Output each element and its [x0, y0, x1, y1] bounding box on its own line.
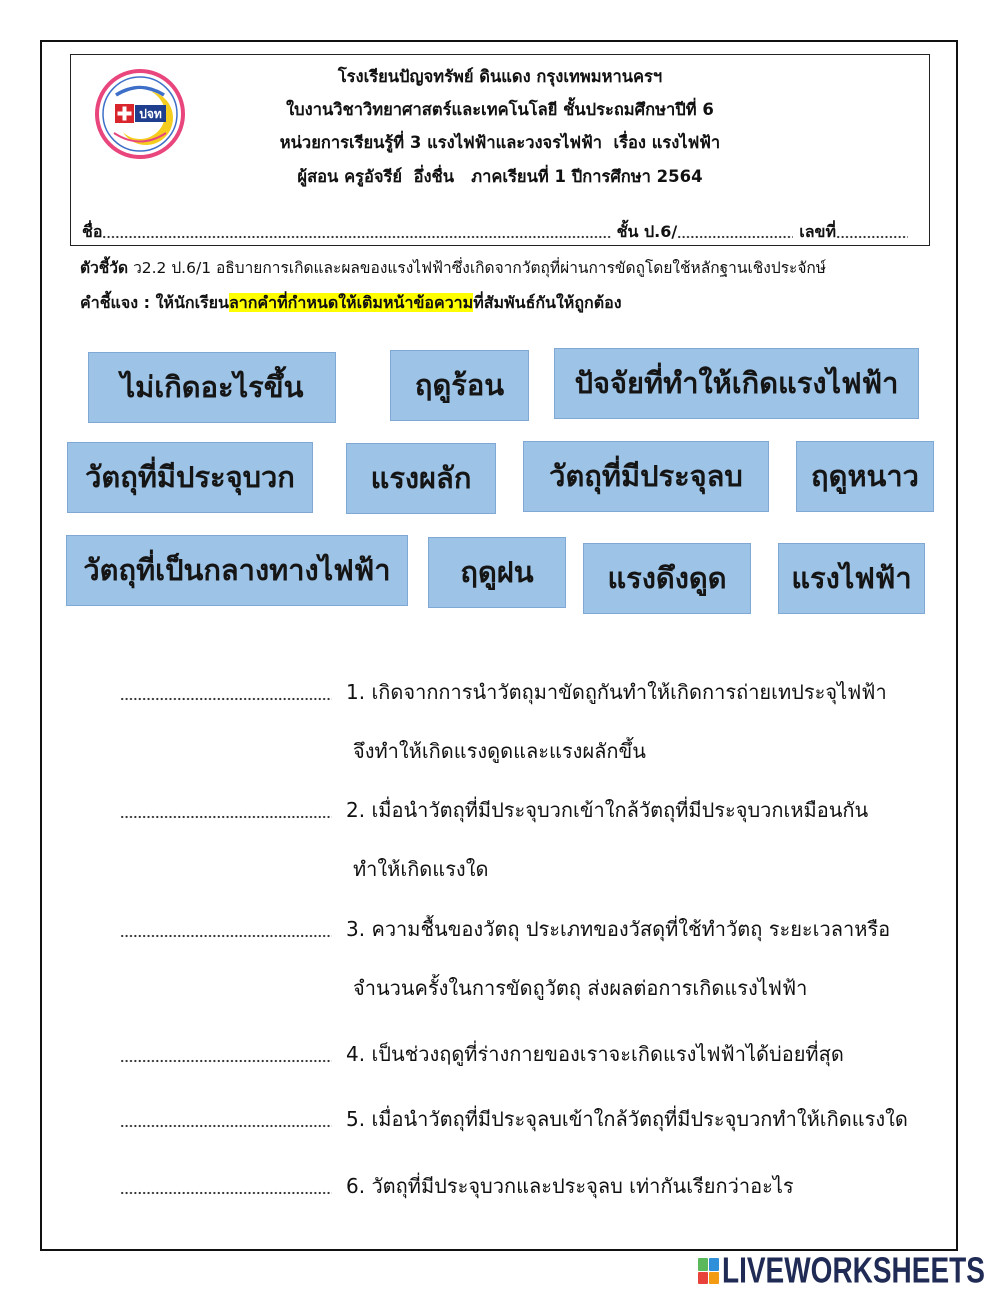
number-blank	[836, 220, 908, 239]
word-card-cold-season[interactable]: ฤดูหนาว	[796, 441, 934, 512]
class-label: ชั้น ป.6/	[616, 222, 678, 241]
question-3-text: 3. ความชื้นของวัตถุ ประเภทของวัสดุที่ใช้ทำวัตถุ ระยะเวลาหรือ	[346, 917, 891, 941]
question-6-text: 6. วัตถุที่มีประจุบวกและประจุลบ เท่ากันเรียกว่าอะไร	[346, 1174, 794, 1198]
school-name: โรงเรียนปัญจทรัพย์ ดินแดง กรุงเทพมหานครฯ	[337, 67, 663, 86]
word-card-hot-season[interactable]: ฤดูร้อน	[390, 350, 529, 421]
word-card-neutral-object[interactable]: วัตถุที่เป็นกลางทางไฟฟ้า	[66, 535, 408, 606]
liveworksheets-logo	[697, 1250, 993, 1291]
question-2	[120, 797, 950, 882]
word-card-positive-object[interactable]: วัตถุที่มีประจุบวก	[67, 442, 313, 513]
name-blank	[102, 220, 610, 239]
liveworksheets-logo-icon	[698, 1258, 719, 1284]
class-blank	[677, 220, 793, 239]
instruction-suffix: ที่สัมพันธ์กันให้ถูกต้อง	[473, 293, 622, 312]
question-3-text-continued: จำนวนครั้งในการขัดถูวัตถุ ส่งผลต่อการเกิดแรงไฟฟ้า	[353, 976, 808, 1000]
word-card-attractive-force[interactable]: แรงดึงดูด	[583, 543, 751, 614]
liveworksheets-brand-text: LIVEWORKSHEETS	[722, 1250, 985, 1291]
answer-slot-3[interactable]	[120, 919, 332, 938]
logo-square-orange	[709, 1272, 719, 1285]
logo-square-blue	[709, 1258, 719, 1271]
instruction-highlight: ลากคำที่กำหนดให้เติมหน้าข้อความ	[228, 293, 474, 312]
word-card-electric-force[interactable]: แรงไฟฟ้า	[778, 543, 925, 614]
question-2-text-continued: ทำให้เกิดแรงใด	[353, 857, 489, 881]
question-3	[120, 916, 950, 1001]
question-1-text-continued: จึงทำให้เกิดแรงดูดและแรงผลักขึ้น	[353, 739, 646, 763]
indicator-label: ตัวชี้วัด	[80, 259, 129, 277]
question-1-text: 1. เกิดจากการนำวัตถุมาขัดถูกันทำให้เกิดการถ่ายเทประจุไฟฟ้า	[346, 680, 887, 704]
question-4-text: 4. เป็นช่วงฤดูที่ร่างกายของเราจะเกิดแรงไฟฟ้าได้บ่อยที่สุด	[346, 1042, 844, 1066]
answer-slot-5[interactable]	[120, 1109, 332, 1128]
word-card-no-reaction[interactable]: ไม่เกิดอะไรขึ้น	[88, 352, 336, 423]
indicator-text: ว2.2 ป.6/1 อธิบายการเกิดและผลของแรงไฟฟ้าซึ่งเกิดจากวัตถุที่ผ่านการขัดถูโดยใช้หลักฐานเชิงประจักษ์	[133, 259, 827, 277]
word-card-rainy-season[interactable]: ฤดูฝน	[428, 537, 566, 608]
question-6	[120, 1173, 950, 1199]
word-card-repulsive-force[interactable]: แรงผลัก	[346, 443, 496, 514]
word-card-electric-force-factors[interactable]: ปัจจัยที่ทำให้เกิดแรงไฟฟ้า	[554, 348, 919, 419]
answer-slot-1[interactable]	[120, 682, 332, 701]
answer-slot-6[interactable]	[120, 1176, 332, 1195]
logo-square-green	[698, 1258, 708, 1271]
question-5-text: 5. เมื่อนำวัตถุที่มีประจุลบเข้าใกล้วัตถุที่มีประจุบวกทำให้เกิดแรงใด	[346, 1107, 908, 1131]
instruction-line	[80, 290, 950, 315]
header-box	[70, 54, 930, 246]
teacher-term-info: ผู้สอน ครูอัจรีย์ อึ่งชื่น ภาคเรียนที่ 1 ปีการศึกษา 2564	[297, 167, 703, 186]
logo-square-red	[698, 1272, 708, 1285]
question-2-text: 2. เมื่อนำวัตถุที่มีประจุบวกเข้าใกล้วัตถุที่มีประจุบวกเหมือนกัน	[346, 798, 869, 822]
word-card-negative-object[interactable]: วัตถุที่มีประจุลบ	[523, 441, 769, 512]
answer-slot-4[interactable]	[120, 1044, 332, 1063]
indicator-line	[80, 256, 950, 280]
number-label: เลขที่	[799, 222, 836, 241]
school-logo-text: ปจท	[139, 107, 162, 121]
name-label: ชื่อ	[82, 222, 103, 241]
question-5	[120, 1106, 950, 1132]
worksheet-subject: ใบงานวิชาวิทยาศาสตร์และเทคโนโลยี ชั้นประถมศึกษาปีที่ 6	[286, 100, 714, 119]
question-4	[120, 1041, 950, 1067]
question-1	[120, 679, 950, 764]
answer-slot-2[interactable]	[120, 800, 332, 819]
student-info-row	[82, 220, 908, 244]
worksheet-unit: หน่วยการเรียนรู้ที่ 3 แรงไฟฟ้าและวงจรไฟฟ้า เรื่อง แรงไฟฟ้า	[279, 133, 721, 152]
instruction-prefix: คำชี้แจง : ให้นักเรียน	[80, 293, 229, 312]
